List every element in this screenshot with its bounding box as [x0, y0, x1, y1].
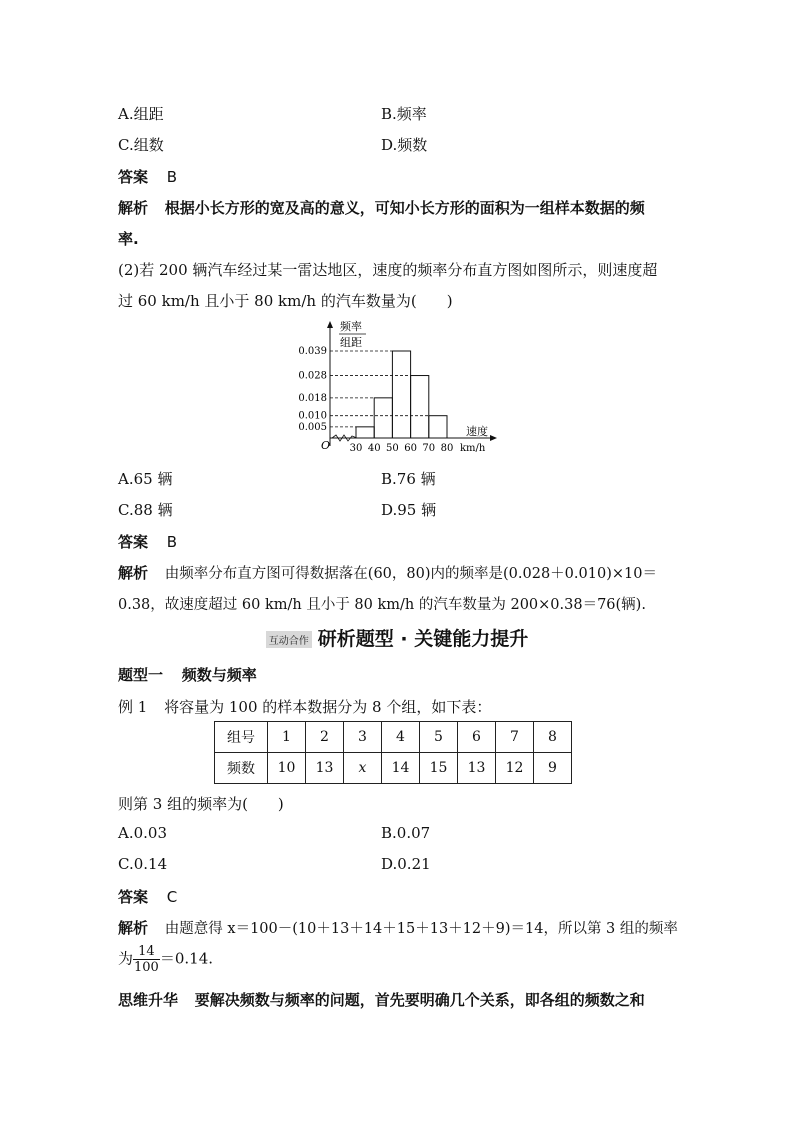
table-cell: 13 [306, 753, 344, 784]
x-tick-label: 30 [349, 443, 363, 454]
table-cell: x [344, 753, 382, 784]
histogram-bar [429, 416, 447, 438]
table-cell: 9 [534, 753, 572, 784]
y-tick-label: 0.018 [298, 392, 327, 404]
analysis-label: 解析 [118, 564, 149, 582]
x-tick-label: 80 [440, 443, 454, 454]
y-tick-label: 0.039 [298, 346, 327, 357]
analysis-suffix: ＝0.14. [159, 949, 214, 968]
fraction-numerator: 14 [133, 944, 160, 960]
answer-row [118, 166, 177, 187]
x-tick-label: 60 [404, 443, 417, 454]
option-c: C.组数 [118, 136, 164, 154]
data-table [214, 721, 572, 784]
y-tick-label: 0.005 [298, 421, 327, 433]
analysis-label: 解析 [118, 919, 149, 937]
option-d: D.0.21 [381, 855, 431, 873]
example-question: 则第 3 组的频率为( ) [118, 795, 284, 813]
x-axis-arrow [490, 435, 497, 441]
answer-row [118, 886, 177, 907]
question-stem-cont: 过 60 km/h 且小于 80 km/h 的汽车数量为( ) [118, 292, 453, 310]
option-b: B.0.07 [381, 824, 431, 842]
table-cell: 8 [534, 722, 572, 753]
table-cell: 3 [344, 722, 382, 753]
analysis-row [118, 917, 678, 938]
histogram-bar [374, 398, 392, 438]
table-header-cell: 频数 [215, 753, 268, 784]
example-label: 例 1 [118, 698, 148, 716]
option-d: D.频数 [381, 136, 428, 154]
table-cell: 4 [382, 722, 420, 753]
x-label: 速度 [466, 425, 488, 438]
frequency-histogram [296, 318, 502, 458]
analysis-text-cont: 率. [118, 230, 139, 248]
analysis-text-cont: 0.38，故速度超过 60 km/h 且小于 80 km/h 的汽车数量为 200×0.38＝76(辆). [118, 597, 646, 613]
summary-text: 要解决频数与频率的问题，首先要明确几个关系，即各组的频数之和 [194, 991, 645, 1009]
analysis-text: 由频率分布直方图可得数据落在(60，80)内的频率是(0.028＋0.010)×10＝ [164, 566, 657, 582]
analysis-prefix: 为 [118, 949, 134, 968]
table-row [215, 753, 572, 784]
table-row [215, 722, 572, 753]
analysis-row [118, 562, 657, 583]
option-a: A.0.03 [118, 824, 167, 842]
x-tick-label: 40 [367, 443, 381, 454]
answer-value: B [166, 168, 178, 186]
analysis-label: 解析 [118, 199, 149, 217]
option-d: D.95 辆 [381, 501, 437, 519]
table-header-cell: 组号 [215, 722, 268, 753]
topic-title: 频数与频率 [181, 666, 257, 684]
fraction-denominator: 100 [134, 960, 159, 975]
table-cell: 2 [306, 722, 344, 753]
histogram-bar [392, 351, 410, 438]
x-unit: km/h [460, 443, 486, 454]
table-cell: 15 [420, 753, 458, 784]
histogram-bar [411, 376, 429, 438]
analysis-text: 根据小长方形的宽及高的意义，可知小长方形的面积为一组样本数据的频 [164, 199, 645, 217]
option-c: C.88 辆 [118, 501, 173, 519]
answer-value: C [166, 888, 178, 906]
topic-heading [118, 664, 257, 685]
table-cell: 10 [268, 753, 306, 784]
section-tag: 互动合作 [266, 631, 312, 648]
example-stem [118, 696, 491, 717]
table-cell: 12 [496, 753, 534, 784]
answer-label: 答案 [118, 533, 149, 551]
option-c: C.0.14 [118, 855, 168, 873]
y-label-top: 频率 [340, 320, 362, 333]
x-tick-label: 50 [386, 443, 399, 454]
answer-value: B [166, 533, 178, 551]
section-heading: 研析题型 · 关键能力提升 [317, 628, 529, 650]
table-cell: 5 [420, 722, 458, 753]
option-b: B.频率 [381, 105, 427, 123]
table-cell: 1 [268, 722, 306, 753]
section-title [0, 624, 794, 651]
analysis-text: 由题意得 x＝100－(10＋13＋14＋15＋13＋12＋9)＝14，所以第 3 组的频率 [164, 921, 678, 937]
option-a: A.65 辆 [118, 470, 173, 488]
table-cell: 13 [458, 753, 496, 784]
answer-row [118, 531, 177, 552]
answer-label: 答案 [118, 168, 149, 186]
analysis-text-cont [118, 944, 213, 975]
example-text: 将容量为 100 的样本数据分为 8 个组，如下表： [164, 698, 492, 716]
fraction [133, 944, 160, 975]
table-cell: 6 [458, 722, 496, 753]
analysis-row [118, 197, 645, 218]
table-cell: 7 [496, 722, 534, 753]
y-tick-label: 0.010 [298, 410, 327, 422]
summary-label: 思维升华 [118, 991, 179, 1009]
question-stem: (2)若 200 辆汽车经过某一雷达地区，速度的频率分布直方图如图所示，则速度超 [118, 261, 658, 279]
y-axis-arrow [327, 321, 333, 328]
histogram-bar [356, 427, 374, 438]
x-tick-label: 70 [422, 443, 436, 454]
table-cell: 14 [382, 753, 420, 784]
option-b: B.76 辆 [381, 470, 436, 488]
summary-row [118, 989, 645, 1010]
answer-label: 答案 [118, 888, 149, 906]
option-a: A.组距 [118, 105, 164, 123]
y-tick-label: 0.028 [298, 370, 327, 382]
topic-label: 题型一 [118, 666, 164, 684]
y-label-bottom: 组距 [340, 336, 362, 349]
origin-label: O [321, 439, 331, 452]
